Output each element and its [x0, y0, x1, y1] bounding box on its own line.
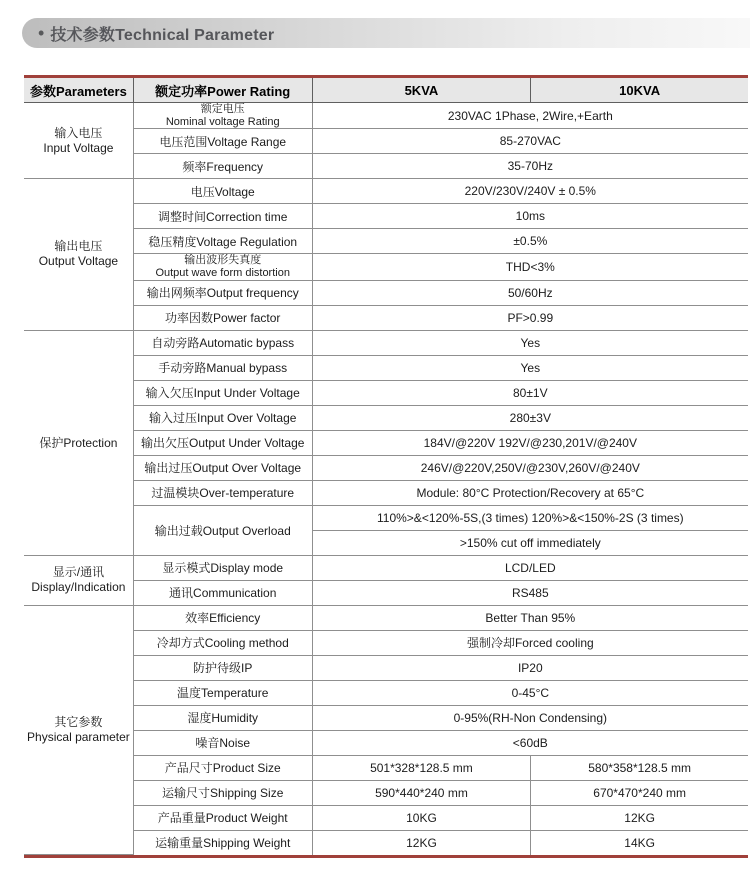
- value-cell: 184V/@220V 192V/@230,201V/@240V: [312, 430, 748, 455]
- section-header-bar: [22, 18, 750, 48]
- value-cell: PF>0.99: [312, 305, 748, 330]
- table-row: [24, 730, 748, 755]
- spec-table-body: [24, 103, 748, 855]
- value-cell-5kva: 590*440*240 mm: [312, 780, 531, 805]
- value-cell: 85-270VAC: [312, 129, 748, 154]
- value-cell: 50/60Hz: [312, 280, 748, 305]
- table-row: [24, 430, 748, 455]
- param-label-cell: 过温模块Over-temperature: [133, 480, 312, 505]
- value-cell-5kva: 12KG: [312, 830, 531, 855]
- table-row: [24, 505, 748, 530]
- table-row: [24, 355, 748, 380]
- table-row: [24, 330, 748, 355]
- value-cell: LCD/LED: [312, 555, 748, 580]
- table-row: [24, 480, 748, 505]
- col-header-parameters: 参数Parameters: [24, 78, 133, 103]
- table-row: [24, 380, 748, 405]
- value-cell-10kva: 670*470*240 mm: [531, 780, 748, 805]
- param-label-cell: 效率Efficiency: [133, 605, 312, 630]
- value-cell: ±0.5%: [312, 229, 748, 254]
- spec-table: [24, 75, 748, 858]
- table-row: [24, 655, 748, 680]
- value-cell: Better Than 95%: [312, 605, 748, 630]
- value-cell: 230VAC 1Phase, 2Wire,+Earth: [312, 103, 748, 129]
- table-row: [24, 229, 748, 254]
- param-label-cell: 自动旁路Automatic bypass: [133, 330, 312, 355]
- category-cell: 显示/通讯 Display/Indication: [24, 555, 133, 605]
- category-cell: 输入电压 Input Voltage: [24, 103, 133, 179]
- value-cell: 110%>&<120%-5S,(3 times) 120%>&<150%-2S (3 times): [312, 505, 748, 530]
- value-cell: 0-95%(RH-Non Condensing): [312, 705, 748, 730]
- value-cell-10kva: 580*358*128.5 mm: [531, 755, 748, 780]
- table-row: [24, 830, 748, 855]
- category-cell: 输出电压 Output Voltage: [24, 179, 133, 330]
- table-row: [24, 755, 748, 780]
- param-label-cell: 频率Frequency: [133, 154, 312, 179]
- table-row: [24, 204, 748, 229]
- param-label-cell: 防护待级IP: [133, 655, 312, 680]
- value-cell-5kva: 10KG: [312, 805, 531, 830]
- table-row: [24, 680, 748, 705]
- param-label-cell: 湿度Humidity: [133, 705, 312, 730]
- value-cell: Module: 80°C Protection/Recovery at 65°C: [312, 480, 748, 505]
- value-cell-5kva: 501*328*128.5 mm: [312, 755, 531, 780]
- value-cell: THD<3%: [312, 254, 748, 280]
- param-label-cell: 产品重量Product Weight: [133, 805, 312, 830]
- table-row: [24, 630, 748, 655]
- value-cell: 280±3V: [312, 405, 748, 430]
- table-row: [24, 129, 748, 154]
- table-row: [24, 705, 748, 730]
- value-cell: 246V/@220V,250V/@230V,260V/@240V: [312, 455, 748, 480]
- value-cell: 强制冷却Forced cooling: [312, 630, 748, 655]
- param-label-cell: 手动旁路Manual bypass: [133, 355, 312, 380]
- category-cell: 其它参数 Physical parameter: [24, 605, 133, 855]
- param-label-cell: 调整时间Correction time: [133, 204, 312, 229]
- param-label-cell: 运输尺寸Shipping Size: [133, 780, 312, 805]
- value-cell: RS485: [312, 580, 748, 605]
- col-header-10kva: 10KVA: [531, 78, 748, 103]
- value-cell: 0-45°C: [312, 680, 748, 705]
- bullet-icon: •: [38, 23, 45, 43]
- value-cell: <60dB: [312, 730, 748, 755]
- table-header-row: [24, 78, 748, 103]
- col-header-5kva: 5KVA: [312, 78, 531, 103]
- table-row: [24, 555, 748, 580]
- value-cell: IP20: [312, 655, 748, 680]
- table-row: [24, 780, 748, 805]
- value-cell: >150% cut off immediately: [312, 530, 748, 555]
- param-label-cell: 通讯Communication: [133, 580, 312, 605]
- table-row: [24, 580, 748, 605]
- param-label-cell: 温度Temperature: [133, 680, 312, 705]
- col-header-power-rating: 额定功率Power Rating: [133, 78, 312, 103]
- value-cell: Yes: [312, 330, 748, 355]
- param-label-cell: 噪音Noise: [133, 730, 312, 755]
- param-label-cell: 产品尺寸Product Size: [133, 755, 312, 780]
- param-label-cell: 冷却方式Cooling method: [133, 630, 312, 655]
- value-cell: 35-70Hz: [312, 154, 748, 179]
- table-row: [24, 405, 748, 430]
- table-row: [24, 254, 748, 280]
- section-title: 技术参数Technical Parameter: [50, 26, 275, 44]
- table-row: [24, 605, 748, 630]
- param-label-cell: 显示模式Display mode: [133, 555, 312, 580]
- param-label-cell: 稳压精度Voltage Regulation: [133, 229, 312, 254]
- table-row: [24, 455, 748, 480]
- value-cell: 220V/230V/240V ± 0.5%: [312, 179, 748, 204]
- param-label-cell: 输出网频率Output frequency: [133, 280, 312, 305]
- table-row: [24, 305, 748, 330]
- param-label-cell: 输出过载Output Overload: [133, 505, 312, 555]
- param-label-cell: 输出欠压Output Under Voltage: [133, 430, 312, 455]
- param-label-cell: 输入过压Input Over Voltage: [133, 405, 312, 430]
- table-row: [24, 280, 748, 305]
- table-row: [24, 103, 748, 129]
- param-label-cell: 功率因数Power factor: [133, 305, 312, 330]
- param-label-cell: 输出过压Output Over Voltage: [133, 455, 312, 480]
- technical-parameter-table: [24, 78, 748, 855]
- value-cell: 80±1V: [312, 380, 748, 405]
- value-cell-10kva: 12KG: [531, 805, 748, 830]
- param-label-cell: 电压Voltage: [133, 179, 312, 204]
- table-row: [24, 179, 748, 204]
- param-label-cell: 额定电压 Nominal voltage Rating: [133, 103, 312, 129]
- param-label-cell: 输出波形失真度 Output wave form distortion: [133, 254, 312, 280]
- param-label-cell: 运输重量Shipping Weight: [133, 830, 312, 855]
- param-label-cell: 输入欠压Input Under Voltage: [133, 380, 312, 405]
- category-cell: 保护Protection: [24, 330, 133, 555]
- value-cell: 10ms: [312, 204, 748, 229]
- table-row: [24, 154, 748, 179]
- table-row: [24, 805, 748, 830]
- value-cell: Yes: [312, 355, 748, 380]
- param-label-cell: 电压范围Voltage Range: [133, 129, 312, 154]
- value-cell-10kva: 14KG: [531, 830, 748, 855]
